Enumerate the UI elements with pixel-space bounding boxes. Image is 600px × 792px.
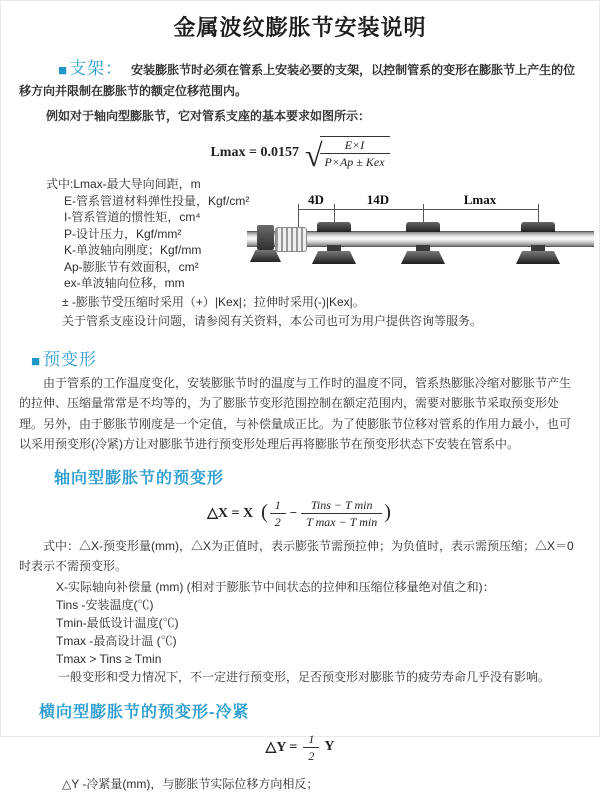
consult-note: 关于管系支座设计问题，请参阅有关资料，本公司也可为用户提供咨询等服务。 — [62, 314, 483, 328]
dimension-label-lmax: Lmax — [463, 192, 497, 207]
axial-definitions — [56, 578, 581, 686]
axial-formula-lhs: △X = X — [207, 505, 254, 521]
open-paren: ( — [261, 500, 268, 523]
lmax-formula-numerator: E×I — [320, 138, 390, 154]
definition-line: E-管系管道材料弹性投量，Kgf/cm² — [64, 193, 250, 208]
axial-definition-line: Tmin-最低设计温度(℃) — [56, 615, 179, 630]
fraction-numerator: Tins − T min — [301, 498, 382, 514]
support-stem — [327, 245, 341, 252]
definition-line: I-管系管道的惯性矩，cm⁴ — [64, 210, 201, 224]
close-paren: ) — [384, 500, 391, 523]
section-marker-icon: ■ — [31, 352, 42, 370]
predeform-paragraph: 由于管系的工作温度变化，安装膨胀节时的温度与工作时的温度不同，管系热膨胀冷缩对膨胀节产生的拉伸、压缩量常常是不均等的，为了膨胀节变形范围控制在额定范围内，需要对膨胀节采取预变形处理。另外，由于膨胀节刚度是一个定值，与补偿量成正比。为了使膨胀节位移对管系的作用力最小，也可以采用预变形(冷紧)方让对膨胀节进行预变形处理后再将膨胀节在预变形状态下安装在管系中。 — [19, 375, 572, 451]
lateral-formula-lhs: △Y = — [265, 739, 298, 755]
lmax-formula-fraction — [320, 136, 390, 169]
section-marker-icon: ■ — [58, 62, 68, 79]
axial-note: 一般变形和受力情况下，不一定进行预变形，足否预变形对膨胀节的疲劳寿命几乎没有影响。 — [58, 669, 551, 684]
support-section-heading: 支架： — [69, 59, 124, 78]
lmax-formula-lhs: Lmax = 0.0157 — [210, 144, 299, 160]
fraction-numerator: 1 — [270, 498, 286, 514]
support-example-line: 例如对于轴向型膨胀节，它对管系支座的基本要求如图所示： — [46, 109, 371, 123]
pipe-clamp — [406, 222, 440, 232]
temperature-fraction — [301, 498, 382, 529]
support-intro-text: 安装膨胀节时必须在管系上安装必要的支架，以控制管系的变形在膨胀节上产生的位移方向并限制在膨胀节的额定位移范围内。 — [19, 63, 576, 98]
support-intro-paragraph — [19, 58, 581, 102]
guide-support — [401, 193, 445, 289]
support-stem — [416, 245, 430, 252]
fraction-denominator: 2 — [308, 748, 315, 763]
lateral-formula — [1, 732, 599, 763]
pipe-clamp — [521, 222, 555, 232]
axial-definition-line: Tmax -最高设计温 (℃) — [56, 633, 177, 648]
axial-definition-line: Tins -安装温度(℃) — [56, 597, 154, 612]
axial-formula — [1, 498, 599, 529]
lateral-subsection-heading: 横向型膨胀节的预变形-冷紧 — [39, 703, 250, 721]
dimension-label-14d: 14D — [366, 192, 390, 207]
definition-line: ex-单波轴向位移，mm — [64, 276, 185, 290]
axial-explain-paragraph: 式中：△X-预变形量(mm)，△X为正值时，表示膨张节需预拉伸；为负值时，表示需预压缩；△X＝0时表示不需预变形。 — [19, 538, 574, 573]
page-title: 金属波纹膨胀节安装说明 — [173, 15, 427, 40]
lateral-note: △Y -冷紧量(mm)，与膨胀节实际位移方向相反； — [62, 776, 319, 791]
anchor-support — [257, 225, 274, 250]
minus-sign: − — [289, 505, 298, 520]
one-half-fraction — [303, 732, 319, 763]
axial-definition-line: X-实际轴向补偿量 (mm) (相对于膨胀节中间状态的拉伸和压缩位移量绝对值之和)： — [56, 579, 495, 594]
definition-line: K-单波轴向刚度；Kgf/mm — [64, 243, 202, 257]
fraction-denominator: 2 — [274, 514, 281, 529]
support-stem — [531, 245, 545, 252]
axial-definition-line: Tmax > Tins ≥ Tmin — [56, 651, 162, 666]
fraction-numerator: 1 — [303, 732, 319, 748]
bellows-expansion-joint — [275, 227, 307, 252]
lmax-formula — [1, 136, 599, 173]
definition-line: 式中:Lmax-最大导向间距，m — [46, 177, 201, 191]
support-base — [312, 251, 356, 264]
support-spacing-diagram — [247, 193, 596, 289]
support-base — [516, 251, 560, 264]
lmax-formula-denominator: P×Ap ± Kex — [324, 155, 385, 169]
predeform-heading-text: 预变形 — [43, 349, 98, 369]
radical-sign: √ — [304, 136, 323, 173]
plus-minus-note: ± -膨胀节受压缩时采用（+）|Kex|；拉伸时采用(-)|Kex|。 — [62, 294, 365, 309]
definition-line: Ap-膨胀节有效面积，cm² — [64, 259, 199, 274]
support-base — [401, 251, 445, 264]
axial-subsection-heading: 轴向型膨胀节的预变形 — [54, 469, 225, 487]
guide-support — [516, 193, 560, 289]
predeform-section-heading — [31, 345, 581, 370]
pipe-clamp — [317, 222, 351, 232]
guide-support — [312, 193, 356, 289]
lateral-formula-rhs: Y — [324, 739, 335, 754]
dimension-label-4d: 4D — [308, 192, 324, 207]
definition-line: P-设计压力，Kgf/mm² — [64, 226, 182, 241]
one-half-fraction — [270, 498, 286, 529]
fraction-denominator: T max − T min — [306, 514, 378, 529]
